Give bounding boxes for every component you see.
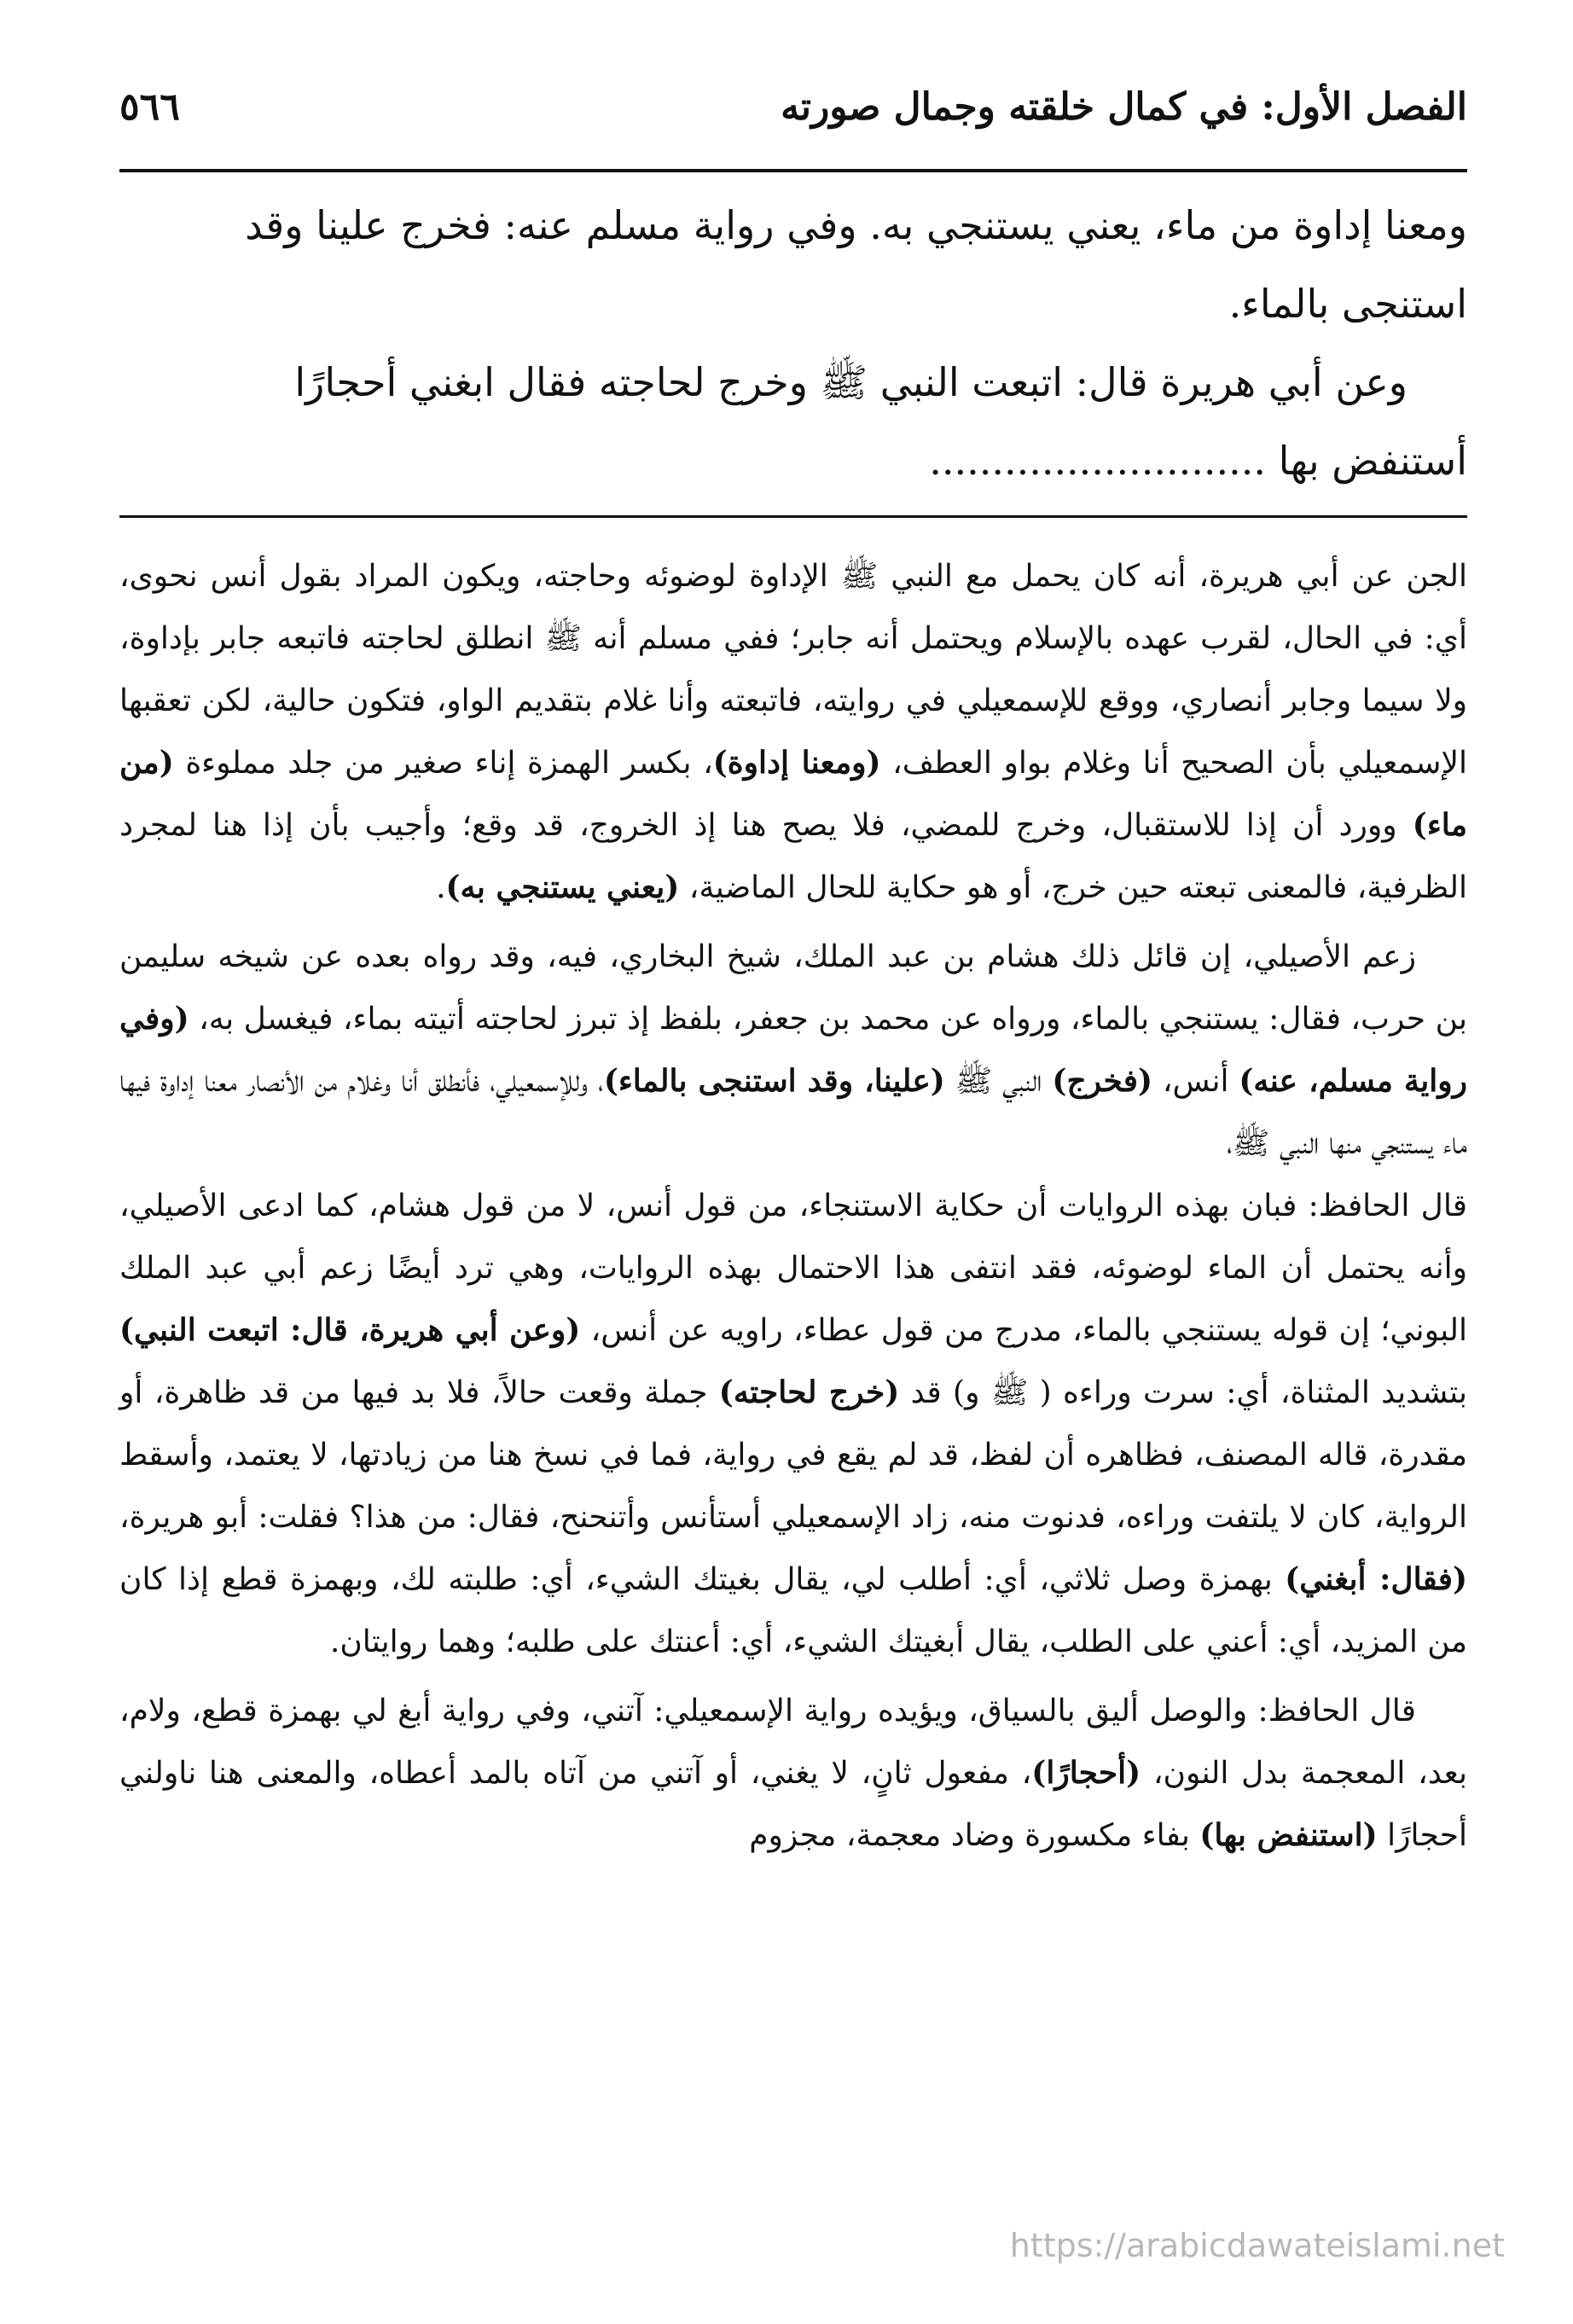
header-rule bbox=[119, 169, 1467, 172]
hadith-line: أستنفض بها ........................... bbox=[929, 438, 1467, 484]
hadith-line: ومعنا إداوة من ماء، يعني يستنجي به. وفي رواية مسلم عنه: فخرج علينا وقد bbox=[245, 202, 1467, 248]
source-watermark: https://arabicdawateislami.net bbox=[1009, 2227, 1505, 2264]
chapter-title: الفصل الأول: في كمال خلقته وجمال صورته bbox=[781, 85, 1467, 129]
hadith-line: استنجى بالماء. bbox=[1228, 281, 1467, 327]
commentary-paragraph: الجن عن أبي هريرة، أنه كان يحمل مع النبي ﷺ الإداوة لوضوئه وحاجته، ويكون المراد بقول أنس نحوى، أي: في الحال، لقرب عهده بالإسلام ويحتمل أنه جابر؛ ففي مسلم أنه ﷺ انطلق لحاجته فاتبعه جابر بإداوة، ولا سيما وجابر أنصاري، ووقع للإسمعيلي في روايته، فاتبعته وأنا غلام بتقديم الواو، فتكون حالية، لكن تعقبها الإسمعيلي بأن الصحيح أنا وغلام بواو العطف، (ومعنا إداوة)، بكسر الهمزة إناء صغير من جلد مملوءة (من ماء) وورد أن إذا للاستقبال، وخرج للمضي، فلا يصح هنا إذ الخروج، قد وقع؛ وأجيب بأن إذا هنا لمجرد الظرفية، فالمعنى تبعته حين خرج، أو هو حكاية للحال الماضية، (يعني يستنجي به). bbox=[119, 559, 1467, 905]
commentary-paragraph: قال الحافظ: فبان بهذه الروايات أن حكاية الاستنجاء، من قول أنس، لا من قول هشام، كما ادعى الأصيلي، وأنه يحتمل أن الماء لوضوئه، فقد انتفى هذا الاحتمال بهذه الروايات، وهي ترد أيضًا زعم أبي عبد الملك البوني؛ إن قوله يستنجي بالماء، مدرج من قول عطاء، راويه عن أنس، (وعن أبي هريرة، قال: اتبعت النبي) بتشديد المثناة، أي: سرت وراءه ( ﷺ و) قد (خرج لحاجته) جملة وقعت حالاً، فلا بد فيها من قد ظاهرة، أو مقدرة، قاله المصنف، فظاهره أن لفظ، قد لم يقع في رواية، فما في نسخ هنا من زيادتها، لا يعتمد، وأسقط الرواية، كان لا يلتفت وراءه، فدنوت منه، زاد الإسمعيلي أستأنس وأتنحنح، فقال: من هذا؟ فقلت: أبو هريرة، (فقال: أبغني) بهمزة وصل ثلاثي، أي: أطلب لي، يقال بغيتك الشيء، أي: طلبته لك، وبهمزة قطع إذا كان من المزيد، أي: أعني على الطلب، يقال أبغيتك الشيء، أي: أعنتك على طلبه؛ وهما روايتان. bbox=[119, 1188, 1468, 1659]
hadith-text bbox=[119, 186, 1467, 500]
document-page bbox=[119, 85, 1467, 2269]
commentary-paragraph: زعم الأصيلي، إن قائل ذلك هشام بن عبد الملك، شيخ البخاري، فيه، وقد رواه بعده عن شيخه سليمن بن حرب، فقال: يستنجي بالماء، ورواه عن محمد بن جعفر، بلفظ إذ تبرز لحاجته أتيته بماء، فيغسل به، (وفي رواية مسلم، عنه) أنس، (فخرج) النبي ﷺ (علينا، وقد استنجى بالماء)، وللإسمعيلي، فأنطلق أنا وغلام من الأنصار معنا إداوة فيها ماء يستنجي منها النبي ﷺ، bbox=[119, 939, 1467, 1161]
commentary-text bbox=[119, 545, 1467, 1867]
page-number: ٥٦٦ bbox=[119, 85, 180, 129]
page-header bbox=[119, 85, 1467, 162]
hadith-line: وعن أبي هريرة قال: اتبعت النبي ﷺ وخرج لحاجته فقال ابغني أحجارًا bbox=[294, 359, 1408, 405]
section-divider bbox=[119, 515, 1467, 518]
commentary-paragraph: قال الحافظ: والوصل أليق بالسياق، ويؤيده رواية الإسمعيلي: آتني، وفي رواية أبغ لي بهمزة قطع، ولام، بعد، المعجمة بدل النون، (أحجارًا)، مفعول ثانٍ، لا يغني، أو آتني من آتاه بالمد أعطاه، والمعنى هنا ناولني أحجارًا (استنفض بها) بفاء مكسورة وضاد معجمة، مجزوم bbox=[119, 1694, 1468, 1853]
